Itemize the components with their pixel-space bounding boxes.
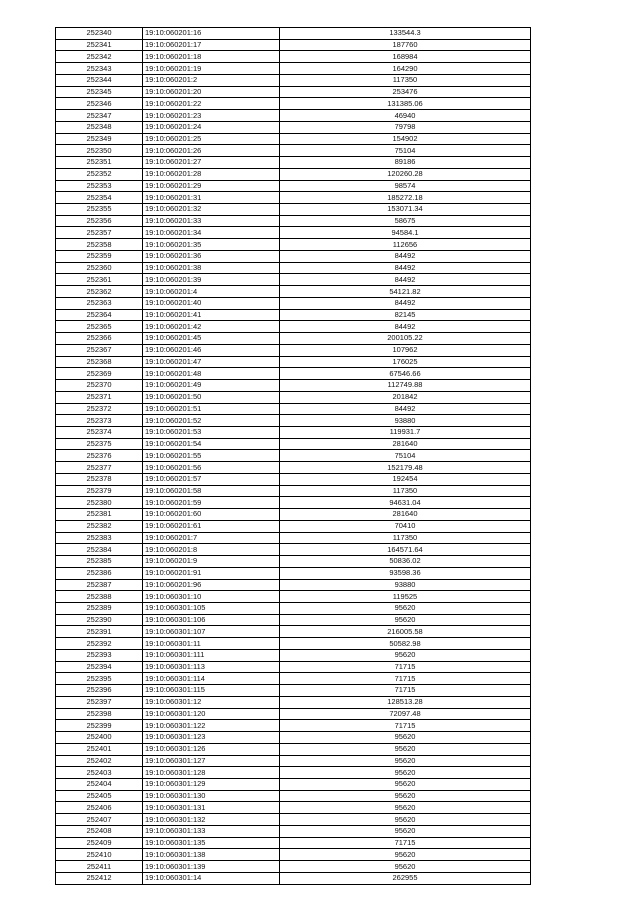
row-id-cell: 252349 — [56, 133, 143, 145]
row-id-cell: 252409 — [56, 837, 143, 849]
table-row — [56, 39, 531, 51]
row-id-cell: 252377 — [56, 462, 143, 474]
row-id-cell: 252380 — [56, 497, 143, 509]
value-cell: 98574 — [280, 180, 531, 192]
cadastral-number-cell: 19:10:060201:29 — [143, 180, 280, 192]
cadastral-number-cell: 19:10:060201:51 — [143, 403, 280, 415]
cadastral-number-cell: 19:10:060301:12 — [143, 696, 280, 708]
table-row — [56, 720, 531, 732]
row-id-cell: 252401 — [56, 743, 143, 755]
row-id-cell: 252402 — [56, 755, 143, 767]
value-cell: 95620 — [280, 849, 531, 861]
value-cell: 50836.02 — [280, 556, 531, 568]
table-row — [56, 649, 531, 661]
table-row — [56, 286, 531, 298]
table-row — [56, 591, 531, 603]
table-row — [56, 790, 531, 802]
value-cell: 84492 — [280, 250, 531, 262]
value-cell: 95620 — [280, 790, 531, 802]
row-id-cell: 252364 — [56, 309, 143, 321]
value-cell: 95620 — [280, 767, 531, 779]
table-row — [56, 121, 531, 133]
row-id-cell: 252376 — [56, 450, 143, 462]
value-cell: 71715 — [280, 685, 531, 697]
row-id-cell: 252408 — [56, 825, 143, 837]
value-cell: 112749.88 — [280, 380, 531, 392]
table-row — [56, 473, 531, 485]
row-id-cell: 252390 — [56, 614, 143, 626]
value-cell: 176025 — [280, 356, 531, 368]
value-cell: 95620 — [280, 743, 531, 755]
row-id-cell: 252371 — [56, 391, 143, 403]
value-cell: 133544.3 — [280, 28, 531, 40]
table-row — [56, 567, 531, 579]
table-row — [56, 309, 531, 321]
table-row — [56, 180, 531, 192]
row-id-cell: 252399 — [56, 720, 143, 732]
row-id-cell: 252389 — [56, 602, 143, 614]
row-id-cell: 252348 — [56, 121, 143, 133]
row-id-cell: 252411 — [56, 861, 143, 873]
value-cell: 84492 — [280, 403, 531, 415]
data-table — [55, 27, 531, 885]
row-id-cell: 252374 — [56, 426, 143, 438]
table-row — [56, 215, 531, 227]
table-row — [56, 837, 531, 849]
cadastral-number-cell: 19:10:060201:4 — [143, 286, 280, 298]
row-id-cell: 252362 — [56, 286, 143, 298]
value-cell: 117350 — [280, 485, 531, 497]
table-row — [56, 544, 531, 556]
cadastral-number-cell: 19:10:060201:41 — [143, 309, 280, 321]
value-cell: 253476 — [280, 86, 531, 98]
value-cell: 93880 — [280, 415, 531, 427]
table-row — [56, 426, 531, 438]
cadastral-number-cell: 19:10:060201:58 — [143, 485, 280, 497]
value-cell: 71715 — [280, 837, 531, 849]
value-cell: 192454 — [280, 473, 531, 485]
row-id-cell: 252397 — [56, 696, 143, 708]
row-id-cell: 252354 — [56, 192, 143, 204]
row-id-cell: 252360 — [56, 262, 143, 274]
cadastral-number-cell: 19:10:060201:54 — [143, 438, 280, 450]
table-row — [56, 192, 531, 204]
cadastral-number-cell: 19:10:060201:45 — [143, 333, 280, 345]
cadastral-number-cell: 19:10:060201:38 — [143, 262, 280, 274]
value-cell: 94631.04 — [280, 497, 531, 509]
cadastral-number-cell: 19:10:060201:20 — [143, 86, 280, 98]
cadastral-number-cell: 19:10:060201:31 — [143, 192, 280, 204]
value-cell: 128513.28 — [280, 696, 531, 708]
row-id-cell: 252391 — [56, 626, 143, 638]
table-row — [56, 391, 531, 403]
table-row — [56, 380, 531, 392]
table-row — [56, 262, 531, 274]
value-cell: 120260.28 — [280, 168, 531, 180]
row-id-cell: 252346 — [56, 98, 143, 110]
cadastral-number-cell: 19:10:060201:27 — [143, 157, 280, 169]
value-cell: 70410 — [280, 520, 531, 532]
table-row — [56, 297, 531, 309]
cadastral-number-cell: 19:10:060201:91 — [143, 567, 280, 579]
value-cell: 185272.18 — [280, 192, 531, 204]
value-cell: 84492 — [280, 274, 531, 286]
value-cell: 95620 — [280, 814, 531, 826]
table-row — [56, 63, 531, 75]
cadastral-number-cell: 19:10:060201:35 — [143, 239, 280, 251]
value-cell: 153071.34 — [280, 204, 531, 216]
table-row — [56, 321, 531, 333]
row-id-cell: 252353 — [56, 180, 143, 192]
table-row — [56, 579, 531, 591]
row-id-cell: 252366 — [56, 333, 143, 345]
value-cell: 71715 — [280, 661, 531, 673]
cadastral-number-cell: 19:10:060201:19 — [143, 63, 280, 75]
cadastral-number-cell: 19:10:060301:11 — [143, 638, 280, 650]
value-cell: 154902 — [280, 133, 531, 145]
cadastral-number-cell: 19:10:060201:16 — [143, 28, 280, 40]
cadastral-number-cell: 19:10:060301:130 — [143, 790, 280, 802]
cadastral-number-cell: 19:10:060201:34 — [143, 227, 280, 239]
table-row — [56, 415, 531, 427]
cadastral-number-cell: 19:10:060201:24 — [143, 121, 280, 133]
value-cell: 50582.98 — [280, 638, 531, 650]
value-cell: 95620 — [280, 779, 531, 791]
cadastral-number-cell: 19:10:060301:122 — [143, 720, 280, 732]
table-row — [56, 51, 531, 63]
cadastral-number-cell: 19:10:060201:39 — [143, 274, 280, 286]
row-id-cell: 252382 — [56, 520, 143, 532]
table-row — [56, 438, 531, 450]
value-cell: 71715 — [280, 720, 531, 732]
cadastral-number-cell: 19:10:060201:25 — [143, 133, 280, 145]
table-row — [56, 614, 531, 626]
row-id-cell: 252372 — [56, 403, 143, 415]
value-cell: 95620 — [280, 649, 531, 661]
table-row — [56, 755, 531, 767]
row-id-cell: 252345 — [56, 86, 143, 98]
cadastral-number-cell: 19:10:060301:113 — [143, 661, 280, 673]
row-id-cell: 252394 — [56, 661, 143, 673]
cadastral-number-cell: 19:10:060301:105 — [143, 602, 280, 614]
row-id-cell: 252375 — [56, 438, 143, 450]
row-id-cell: 252357 — [56, 227, 143, 239]
row-id-cell: 252404 — [56, 779, 143, 791]
row-id-cell: 252393 — [56, 649, 143, 661]
table-row — [56, 602, 531, 614]
row-id-cell: 252398 — [56, 708, 143, 720]
value-cell: 95620 — [280, 861, 531, 873]
row-id-cell: 252350 — [56, 145, 143, 157]
table-row — [56, 779, 531, 791]
table-row — [56, 250, 531, 262]
cadastral-number-cell: 19:10:060301:123 — [143, 732, 280, 744]
cadastral-number-cell: 19:10:060301:129 — [143, 779, 280, 791]
value-cell: 84492 — [280, 321, 531, 333]
table-row — [56, 802, 531, 814]
row-id-cell: 252403 — [56, 767, 143, 779]
row-id-cell: 252381 — [56, 509, 143, 521]
table-row — [56, 86, 531, 98]
row-id-cell: 252367 — [56, 344, 143, 356]
value-cell: 117350 — [280, 74, 531, 86]
table-row — [56, 673, 531, 685]
cadastral-number-cell: 19:10:060201:49 — [143, 380, 280, 392]
row-id-cell: 252383 — [56, 532, 143, 544]
table-row — [56, 767, 531, 779]
value-cell: 112656 — [280, 239, 531, 251]
cadastral-number-cell: 19:10:060201:60 — [143, 509, 280, 521]
value-cell: 72097.48 — [280, 708, 531, 720]
value-cell: 95620 — [280, 755, 531, 767]
table-row — [56, 168, 531, 180]
table-row — [56, 825, 531, 837]
cadastral-number-cell: 19:10:060301:138 — [143, 849, 280, 861]
value-cell: 164290 — [280, 63, 531, 75]
cadastral-number-cell: 19:10:060201:7 — [143, 532, 280, 544]
table-row — [56, 157, 531, 169]
value-cell: 84492 — [280, 297, 531, 309]
value-cell: 75104 — [280, 450, 531, 462]
cadastral-number-cell: 19:10:060201:9 — [143, 556, 280, 568]
value-cell: 94584.1 — [280, 227, 531, 239]
table-row — [56, 450, 531, 462]
row-id-cell: 252395 — [56, 673, 143, 685]
row-id-cell: 252369 — [56, 368, 143, 380]
row-id-cell: 252342 — [56, 51, 143, 63]
row-id-cell: 252368 — [56, 356, 143, 368]
table-row — [56, 872, 531, 884]
value-cell: 89186 — [280, 157, 531, 169]
table-row — [56, 849, 531, 861]
value-cell: 168984 — [280, 51, 531, 63]
table-row — [56, 626, 531, 638]
cadastral-number-cell: 19:10:060201:42 — [143, 321, 280, 333]
cadastral-number-cell: 19:10:060301:131 — [143, 802, 280, 814]
table-row — [56, 685, 531, 697]
row-id-cell: 252352 — [56, 168, 143, 180]
cadastral-number-cell: 19:10:060201:33 — [143, 215, 280, 227]
cadastral-number-cell: 19:10:060201:96 — [143, 579, 280, 591]
value-cell: 117350 — [280, 532, 531, 544]
cadastral-number-cell: 19:10:060201:22 — [143, 98, 280, 110]
cadastral-number-cell: 19:10:060301:120 — [143, 708, 280, 720]
cadastral-number-cell: 19:10:060301:14 — [143, 872, 280, 884]
cadastral-number-cell: 19:10:060301:132 — [143, 814, 280, 826]
value-cell: 93880 — [280, 579, 531, 591]
cadastral-number-cell: 19:10:060301:128 — [143, 767, 280, 779]
value-cell: 54121.82 — [280, 286, 531, 298]
row-id-cell: 252359 — [56, 250, 143, 262]
value-cell: 46940 — [280, 110, 531, 122]
table-row — [56, 204, 531, 216]
row-id-cell: 252396 — [56, 685, 143, 697]
table-row — [56, 696, 531, 708]
table-row — [56, 814, 531, 826]
cadastral-number-cell: 19:10:060201:18 — [143, 51, 280, 63]
row-id-cell: 252355 — [56, 204, 143, 216]
table-row — [56, 28, 531, 40]
table-row — [56, 344, 531, 356]
row-id-cell: 252385 — [56, 556, 143, 568]
value-cell: 95620 — [280, 802, 531, 814]
table-row — [56, 356, 531, 368]
cadastral-number-cell: 19:10:060201:23 — [143, 110, 280, 122]
row-id-cell: 252388 — [56, 591, 143, 603]
row-id-cell: 252405 — [56, 790, 143, 802]
cadastral-number-cell: 19:10:060201:61 — [143, 520, 280, 532]
row-id-cell: 252340 — [56, 28, 143, 40]
row-id-cell: 252400 — [56, 732, 143, 744]
value-cell: 95620 — [280, 825, 531, 837]
cadastral-number-cell: 19:10:060201:59 — [143, 497, 280, 509]
value-cell: 95620 — [280, 732, 531, 744]
row-id-cell: 252386 — [56, 567, 143, 579]
cadastral-number-cell: 19:10:060201:52 — [143, 415, 280, 427]
table-row — [56, 732, 531, 744]
value-cell: 131385.06 — [280, 98, 531, 110]
value-cell: 281640 — [280, 509, 531, 521]
table-row — [56, 110, 531, 122]
table-row — [56, 485, 531, 497]
table-row — [56, 743, 531, 755]
value-cell: 95620 — [280, 614, 531, 626]
cadastral-number-cell: 19:10:060301:126 — [143, 743, 280, 755]
cadastral-number-cell: 19:10:060201:17 — [143, 39, 280, 51]
table-row — [56, 368, 531, 380]
table-row — [56, 532, 531, 544]
cadastral-number-cell: 19:10:060201:57 — [143, 473, 280, 485]
cadastral-number-cell: 19:10:060201:26 — [143, 145, 280, 157]
cadastral-number-cell: 19:10:060301:115 — [143, 685, 280, 697]
value-cell: 82145 — [280, 309, 531, 321]
value-cell: 262955 — [280, 872, 531, 884]
row-id-cell: 252373 — [56, 415, 143, 427]
value-cell: 79798 — [280, 121, 531, 133]
row-id-cell: 252378 — [56, 473, 143, 485]
row-id-cell: 252407 — [56, 814, 143, 826]
cadastral-number-cell: 19:10:060201:2 — [143, 74, 280, 86]
row-id-cell: 252358 — [56, 239, 143, 251]
value-cell: 216005.58 — [280, 626, 531, 638]
value-cell: 75104 — [280, 145, 531, 157]
value-cell: 119525 — [280, 591, 531, 603]
row-id-cell: 252347 — [56, 110, 143, 122]
row-id-cell: 252344 — [56, 74, 143, 86]
row-id-cell: 252412 — [56, 872, 143, 884]
cadastral-number-cell: 19:10:060201:36 — [143, 250, 280, 262]
cadastral-number-cell: 19:10:060201:47 — [143, 356, 280, 368]
row-id-cell: 252379 — [56, 485, 143, 497]
cadastral-number-cell: 19:10:060201:40 — [143, 297, 280, 309]
row-id-cell: 252384 — [56, 544, 143, 556]
row-id-cell: 252361 — [56, 274, 143, 286]
value-cell: 200105.22 — [280, 333, 531, 345]
cadastral-number-cell: 19:10:060201:32 — [143, 204, 280, 216]
value-cell: 95620 — [280, 602, 531, 614]
cadastral-number-cell: 19:10:060301:107 — [143, 626, 280, 638]
value-cell: 152179.48 — [280, 462, 531, 474]
table-row — [56, 520, 531, 532]
value-cell: 119931.7 — [280, 426, 531, 438]
table-row — [56, 509, 531, 521]
cadastral-number-cell: 19:10:060201:28 — [143, 168, 280, 180]
table-row — [56, 462, 531, 474]
value-cell: 58675 — [280, 215, 531, 227]
row-id-cell: 252406 — [56, 802, 143, 814]
cadastral-number-cell: 19:10:060201:50 — [143, 391, 280, 403]
table-row — [56, 403, 531, 415]
table-row — [56, 708, 531, 720]
value-cell: 93598.36 — [280, 567, 531, 579]
cadastral-number-cell: 19:10:060201:48 — [143, 368, 280, 380]
table-row — [56, 333, 531, 345]
cadastral-number-cell: 19:10:060301:106 — [143, 614, 280, 626]
cadastral-number-cell: 19:10:060201:8 — [143, 544, 280, 556]
row-id-cell: 252387 — [56, 579, 143, 591]
row-id-cell: 252343 — [56, 63, 143, 75]
table-row — [56, 145, 531, 157]
table-row — [56, 98, 531, 110]
row-id-cell: 252363 — [56, 297, 143, 309]
row-id-cell: 252365 — [56, 321, 143, 333]
value-cell: 84492 — [280, 262, 531, 274]
cadastral-number-cell: 19:10:060201:46 — [143, 344, 280, 356]
value-cell: 71715 — [280, 673, 531, 685]
value-cell: 107962 — [280, 344, 531, 356]
value-cell: 164571.64 — [280, 544, 531, 556]
value-cell: 201842 — [280, 391, 531, 403]
table-row — [56, 556, 531, 568]
table-row — [56, 861, 531, 873]
row-id-cell: 252341 — [56, 39, 143, 51]
cadastral-number-cell: 19:10:060301:133 — [143, 825, 280, 837]
table-row — [56, 497, 531, 509]
table-row — [56, 638, 531, 650]
row-id-cell: 252356 — [56, 215, 143, 227]
table-row — [56, 227, 531, 239]
row-id-cell: 252392 — [56, 638, 143, 650]
row-id-cell: 252370 — [56, 380, 143, 392]
cadastral-number-cell: 19:10:060301:10 — [143, 591, 280, 603]
cadastral-number-cell: 19:10:060201:53 — [143, 426, 280, 438]
cadastral-number-cell: 19:10:060201:56 — [143, 462, 280, 474]
cadastral-number-cell: 19:10:060301:139 — [143, 861, 280, 873]
value-cell: 187760 — [280, 39, 531, 51]
table-row — [56, 274, 531, 286]
value-cell: 67546.66 — [280, 368, 531, 380]
table-row — [56, 661, 531, 673]
table-body — [56, 28, 531, 885]
cadastral-number-cell: 19:10:060301:114 — [143, 673, 280, 685]
cadastral-number-cell: 19:10:060301:135 — [143, 837, 280, 849]
table-row — [56, 239, 531, 251]
value-cell: 281640 — [280, 438, 531, 450]
cadastral-number-cell: 19:10:060201:55 — [143, 450, 280, 462]
row-id-cell: 252351 — [56, 157, 143, 169]
row-id-cell: 252410 — [56, 849, 143, 861]
table-row — [56, 133, 531, 145]
table-row — [56, 74, 531, 86]
cadastral-number-cell: 19:10:060301:127 — [143, 755, 280, 767]
cadastral-number-cell: 19:10:060301:111 — [143, 649, 280, 661]
